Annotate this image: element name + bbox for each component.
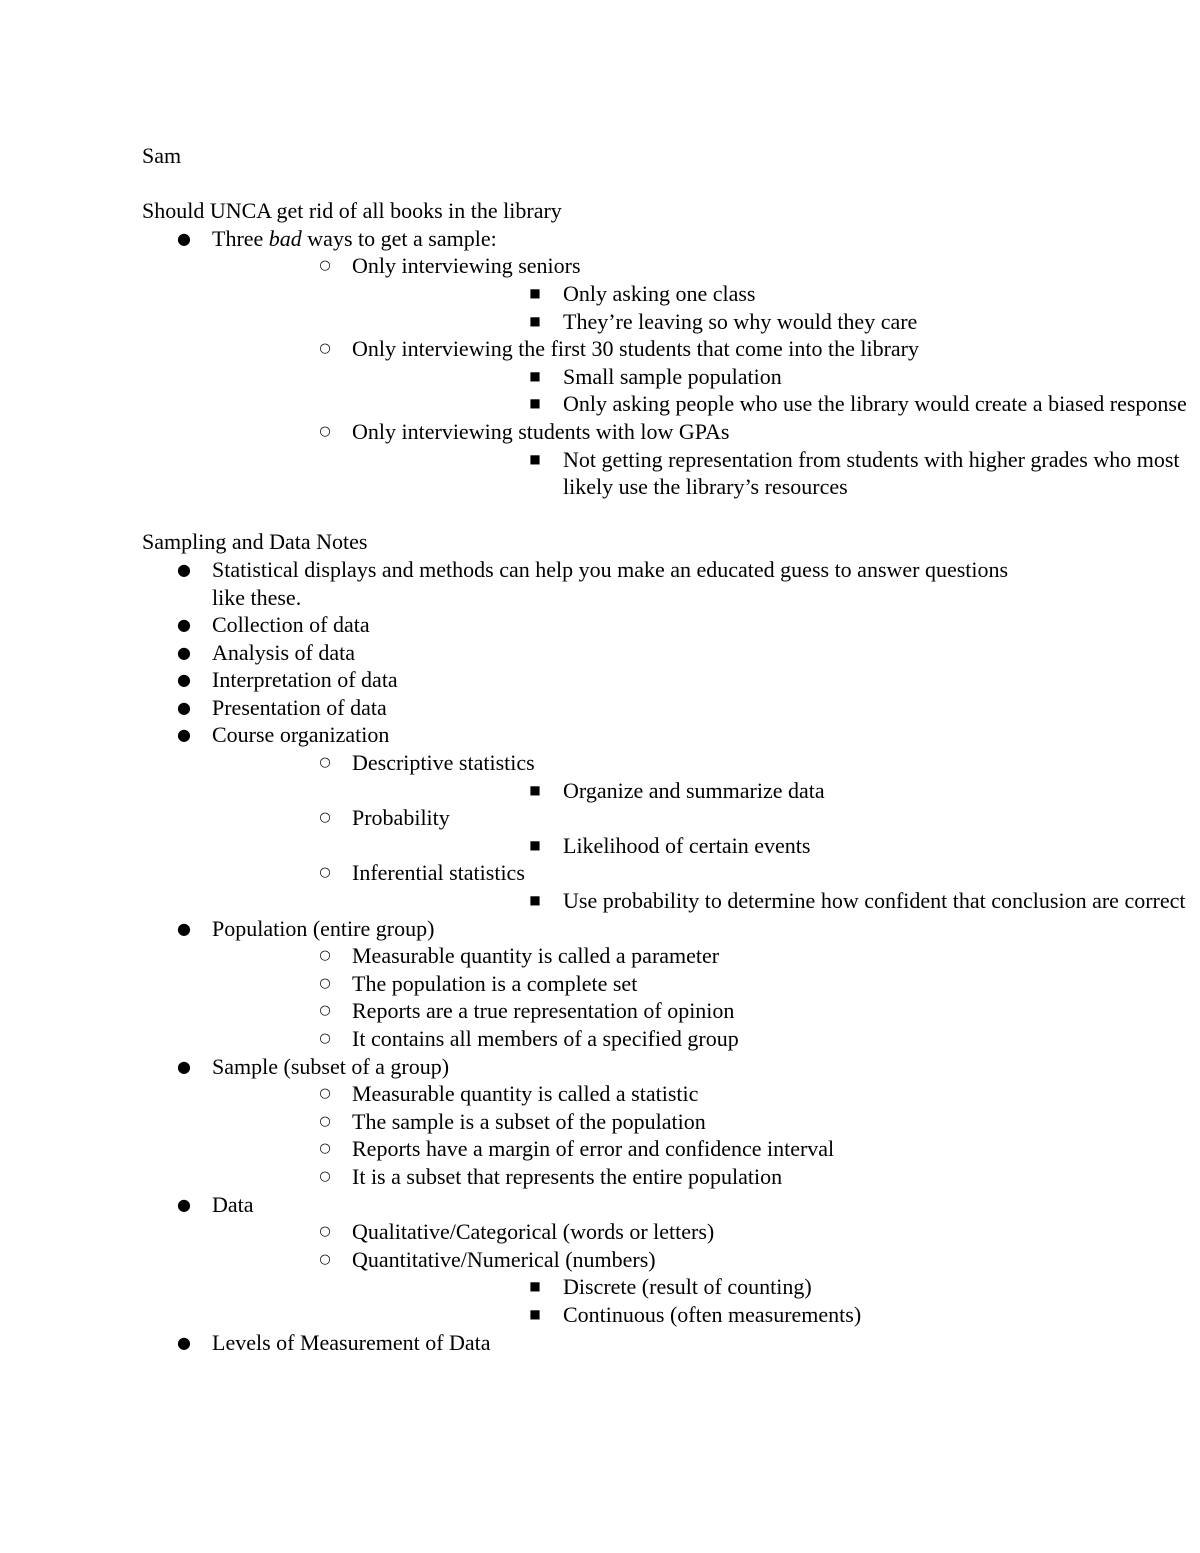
author-name: Sam xyxy=(142,143,182,168)
list-item-text: Only asking people who use the library would create a biased response xyxy=(563,391,1187,417)
list-item-text: Quantitative/Numerical (numbers) xyxy=(352,1246,656,1272)
hollow-circle-bullet-icon: ○ xyxy=(319,755,331,771)
list-item xyxy=(352,280,1042,308)
list-item xyxy=(352,887,1186,915)
list-item-text: It contains all members of a specified group xyxy=(352,1026,739,1051)
filled-circle-bullet-icon: ● xyxy=(177,670,191,690)
list-item-text: Likelihood of certain events xyxy=(563,832,811,858)
list-item xyxy=(212,942,1042,970)
hollow-circle-bullet-icon: ○ xyxy=(319,948,331,964)
list-item xyxy=(352,1301,1042,1329)
list-item xyxy=(142,611,1042,639)
list-item xyxy=(212,418,1180,501)
list-item xyxy=(212,252,1042,335)
list-item-text: Inferential statistics xyxy=(352,860,525,886)
square-bullet-icon: ■ xyxy=(529,782,541,797)
list-item-text: They’re leaving so why would they care xyxy=(563,308,918,334)
list-item xyxy=(212,1108,1042,1136)
hollow-circle-bullet-icon: ○ xyxy=(319,1003,331,1019)
emphasis-text: bad xyxy=(268,225,302,251)
hollow-circle-bullet-icon: ○ xyxy=(319,258,331,274)
filled-circle-bullet-icon: ● xyxy=(177,1056,191,1076)
list-item xyxy=(212,749,1042,804)
list-item xyxy=(142,915,1042,1053)
list-item xyxy=(142,666,1042,694)
list-item-text: The sample is a subset of the population xyxy=(352,1108,706,1134)
document-page xyxy=(142,142,1187,1356)
square-bullet-icon: ■ xyxy=(529,368,541,383)
filled-circle-bullet-icon: ● xyxy=(177,642,191,662)
section-heading-library: Should UNCA get rid of all books in the library xyxy=(142,198,562,224)
list-item-text: Sample (subset of a group) xyxy=(212,1053,450,1079)
hollow-circle-bullet-icon: ○ xyxy=(319,1086,331,1102)
list-item-text: Data xyxy=(212,1191,254,1217)
filled-circle-bullet-icon: ● xyxy=(177,228,191,248)
list-item-text: Measurable quantity is called a parameter xyxy=(352,943,720,969)
sub-sub-list xyxy=(352,832,1042,860)
filled-circle-bullet-icon: ● xyxy=(177,918,191,938)
sub-sub-list xyxy=(352,280,1042,335)
sub-sub-list xyxy=(352,363,1187,418)
list-item-text: Reports have a margin of error and confidence interval xyxy=(352,1136,835,1162)
list-item-text: Analysis of data xyxy=(212,639,355,665)
list-item-text: Discrete (result of counting) xyxy=(563,1274,812,1300)
square-bullet-icon: ■ xyxy=(529,1279,541,1294)
filled-circle-bullet-icon: ● xyxy=(177,615,191,635)
hollow-circle-bullet-icon: ○ xyxy=(319,1031,331,1046)
filled-circle-bullet-icon: ● xyxy=(177,559,191,579)
list-item xyxy=(352,446,1180,501)
sub-sub-list xyxy=(352,1273,1042,1328)
hollow-circle-bullet-icon: ○ xyxy=(319,1113,331,1129)
list-item xyxy=(212,859,1186,914)
sub-list xyxy=(212,1080,1042,1190)
list-item xyxy=(352,832,1042,860)
list-item-text: The population is a complete set xyxy=(352,970,638,996)
square-bullet-icon: ■ xyxy=(529,396,541,411)
list-item xyxy=(212,970,1042,998)
square-bullet-icon: ■ xyxy=(529,837,541,852)
list-item-text: Organize and summarize data xyxy=(563,777,825,803)
list-item xyxy=(212,1025,1042,1053)
list-item xyxy=(212,1135,1042,1163)
list-item xyxy=(142,1329,1042,1357)
list-item xyxy=(352,777,1042,805)
section-heading-sampling: Sampling and Data Notes xyxy=(142,529,368,555)
square-bullet-icon: ■ xyxy=(529,285,541,300)
hollow-circle-bullet-icon: ○ xyxy=(319,1141,331,1157)
hollow-circle-bullet-icon: ○ xyxy=(319,341,331,357)
square-bullet-icon: ■ xyxy=(529,893,541,908)
list-item-text: Only interviewing seniors xyxy=(352,253,581,279)
text-fragment: ways to get a sample: xyxy=(301,225,497,251)
sub-sub-list xyxy=(352,887,1186,915)
list-item xyxy=(142,225,1187,501)
hollow-circle-bullet-icon: ○ xyxy=(319,865,331,881)
list-item xyxy=(212,1163,1042,1191)
square-bullet-icon: ■ xyxy=(529,1306,541,1321)
list-item-text: Reports are a true representation of opinion xyxy=(352,998,735,1024)
list-item xyxy=(352,363,1042,391)
list-item-text: It is a subset that represents the entire population xyxy=(352,1163,783,1189)
list-item-text: Collection of data xyxy=(212,612,370,638)
list-item xyxy=(142,721,1186,914)
list-item-text: Interpretation of data xyxy=(212,667,398,693)
square-bullet-icon: ■ xyxy=(529,451,541,466)
spacer xyxy=(142,170,1042,198)
list-item-text: Only asking one class xyxy=(563,280,756,306)
sampling-bullet-list xyxy=(142,556,1186,1356)
list-item xyxy=(212,1246,1042,1329)
list-item-text: Course organization xyxy=(212,722,390,748)
list-item-text: Population (entire group) xyxy=(212,915,435,941)
list-item-text: Statistical displays and methods can help you make an educated guess to answer questions like these. xyxy=(212,556,1009,610)
list-item-text: Measurable quantity is called a statistic xyxy=(352,1081,699,1107)
list-item xyxy=(352,390,1187,418)
sub-list xyxy=(212,749,1186,915)
library-bullet-list xyxy=(142,225,1187,501)
list-item-text: Levels of Measurement of Data xyxy=(212,1329,491,1355)
list-item xyxy=(142,1191,1042,1329)
hollow-circle-bullet-icon: ○ xyxy=(319,1168,331,1184)
sub-list xyxy=(212,252,1187,500)
filled-circle-bullet-icon: ● xyxy=(177,697,191,717)
list-item-text: Not getting representation from students with higher grades who most likely use the library’s resources xyxy=(563,446,1180,500)
list-item xyxy=(212,1218,1042,1246)
list-item xyxy=(142,556,1042,611)
list-item-text: Probability xyxy=(352,805,450,831)
list-item-text: Only interviewing the first 30 students that come into the library xyxy=(352,336,919,362)
filled-circle-bullet-icon: ● xyxy=(177,725,191,745)
text-fragment: Three xyxy=(212,225,269,251)
list-item-text: Descriptive statistics xyxy=(352,750,535,776)
hollow-circle-bullet-icon: ○ xyxy=(319,1224,331,1240)
spacer xyxy=(142,501,1042,529)
hollow-circle-bullet-icon: ○ xyxy=(319,423,331,439)
list-item-text: Continuous (often measurements) xyxy=(563,1301,862,1327)
filled-circle-bullet-icon: ● xyxy=(177,1332,191,1352)
list-item-text: Small sample population xyxy=(563,363,782,389)
list-item xyxy=(352,308,1042,336)
sub-sub-list xyxy=(352,446,1180,501)
list-item xyxy=(142,694,1042,722)
filled-circle-bullet-icon: ● xyxy=(177,1194,191,1214)
list-item-text: Only interviewing students with low GPAs xyxy=(352,418,730,444)
sub-list xyxy=(212,1218,1042,1328)
list-item xyxy=(212,335,1187,418)
list-item-text: Presentation of data xyxy=(212,694,387,720)
hollow-circle-bullet-icon: ○ xyxy=(319,1251,331,1267)
hollow-circle-bullet-icon: ○ xyxy=(319,975,331,991)
list-item xyxy=(142,1053,1042,1191)
list-item xyxy=(142,639,1042,667)
sub-list xyxy=(212,942,1042,1052)
sub-sub-list xyxy=(352,777,1042,805)
list-item xyxy=(212,997,1042,1025)
list-item xyxy=(352,1273,1042,1301)
list-item xyxy=(212,1080,1042,1108)
list-item-text: Qualitative/Categorical (words or letters) xyxy=(352,1219,715,1245)
list-item xyxy=(212,804,1042,859)
square-bullet-icon: ■ xyxy=(529,313,541,328)
list-item-text: Use probability to determine how confident that conclusion are correct xyxy=(563,888,1186,914)
hollow-circle-bullet-icon: ○ xyxy=(319,810,331,826)
